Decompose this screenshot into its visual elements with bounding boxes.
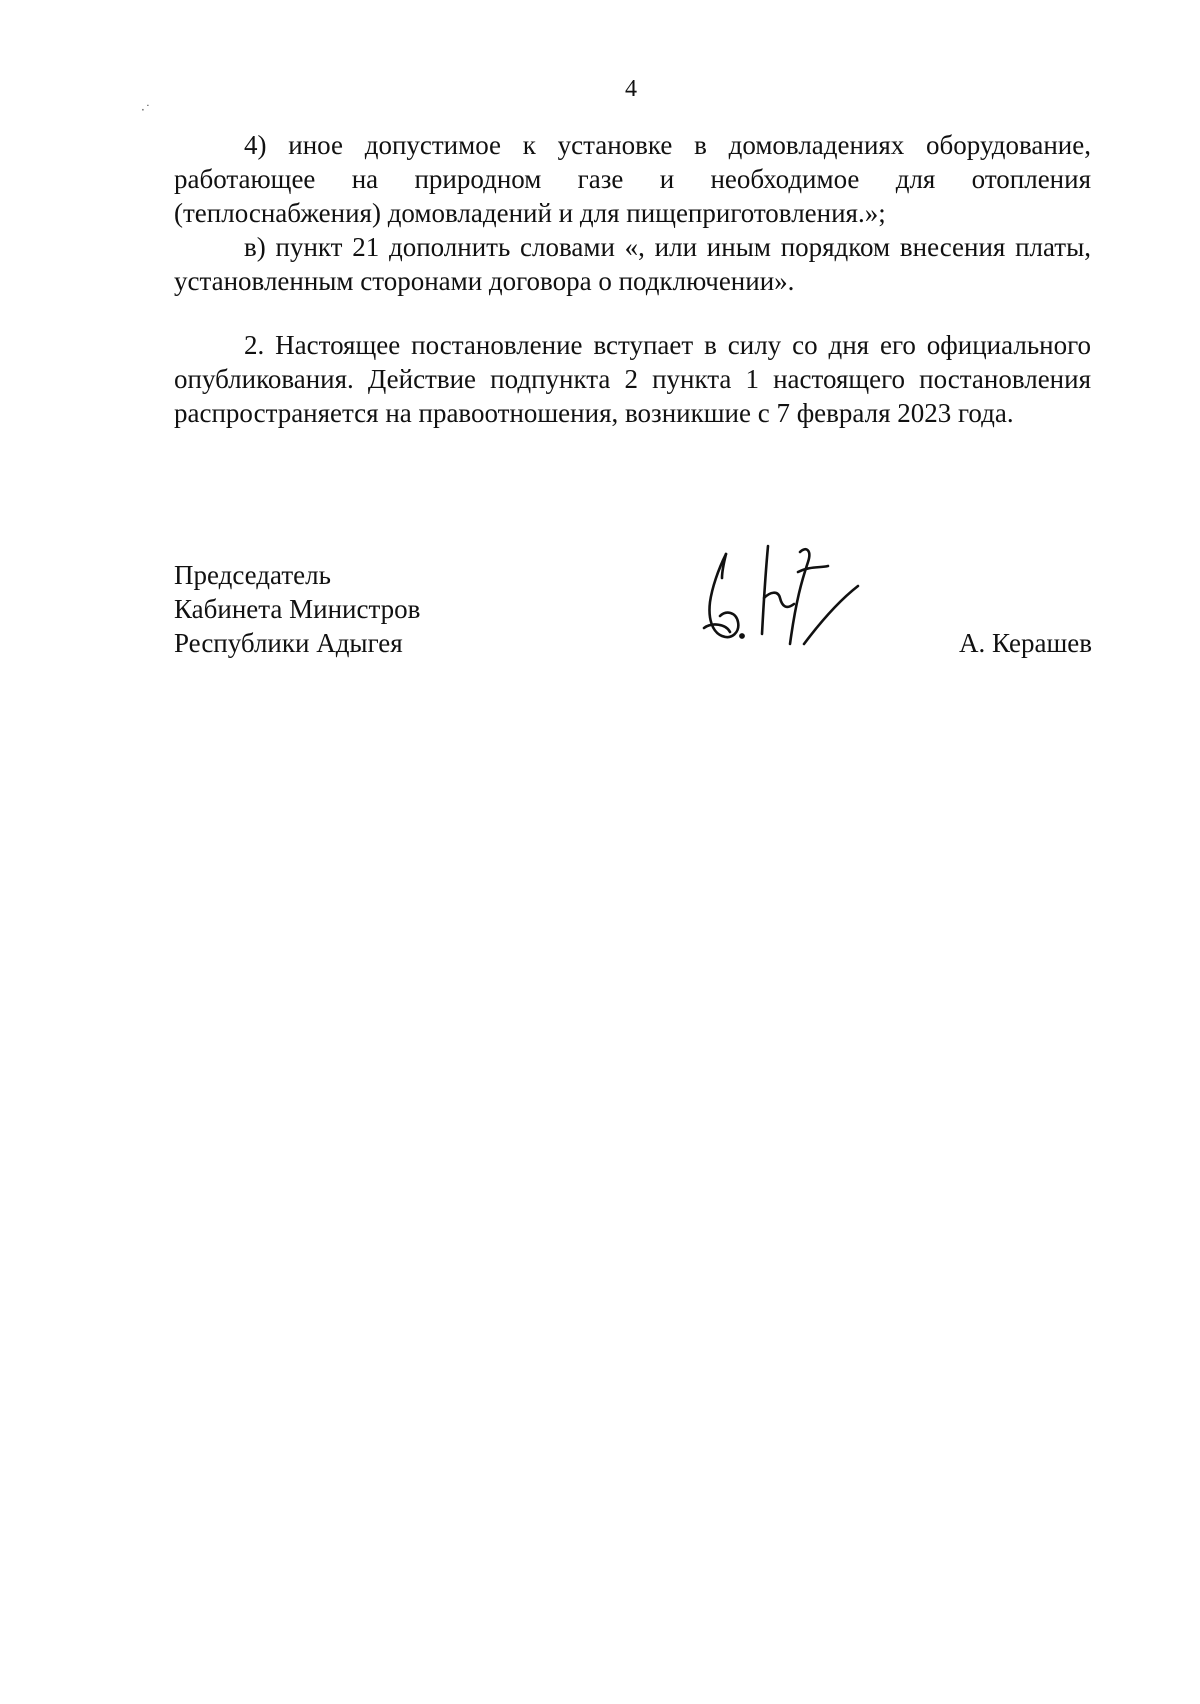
amendment-item-v: в) пункт 21 дополнить словами «, или иным порядком внесения платы, установленным сторонами договора о подключении». bbox=[174, 232, 1091, 296]
scan-mark: ·˙ bbox=[141, 103, 151, 117]
amendments-block bbox=[174, 128, 1091, 298]
amendment-item-4: 4) иное допустимое к установке в домовладениях оборудование, работающее на природном газе и необходимое для отопления (теплоснабжения) домовладений и для пищеприготовления.»; bbox=[174, 130, 1091, 228]
signer-name: А. Керашев bbox=[959, 628, 1092, 658]
signatory-title-line-2: Кабинета Министров bbox=[174, 594, 421, 624]
signatory-title bbox=[174, 558, 420, 660]
page-number: 4 bbox=[625, 76, 637, 102]
clause-2-block bbox=[174, 328, 1091, 430]
signatory-title-line-3: Республики Адыгея bbox=[174, 628, 403, 658]
clause-2-text: 2. Настоящее постановление вступает в силу со дня его официального опубликования. Действие подпункта 2 пункта 1 настоящего постановления распространяется на правоотношения, возникшие с 7 февраля 2023 года. bbox=[174, 330, 1091, 428]
handwritten-signature bbox=[682, 540, 860, 658]
signatory-title-line-1: Председатель bbox=[174, 560, 331, 590]
